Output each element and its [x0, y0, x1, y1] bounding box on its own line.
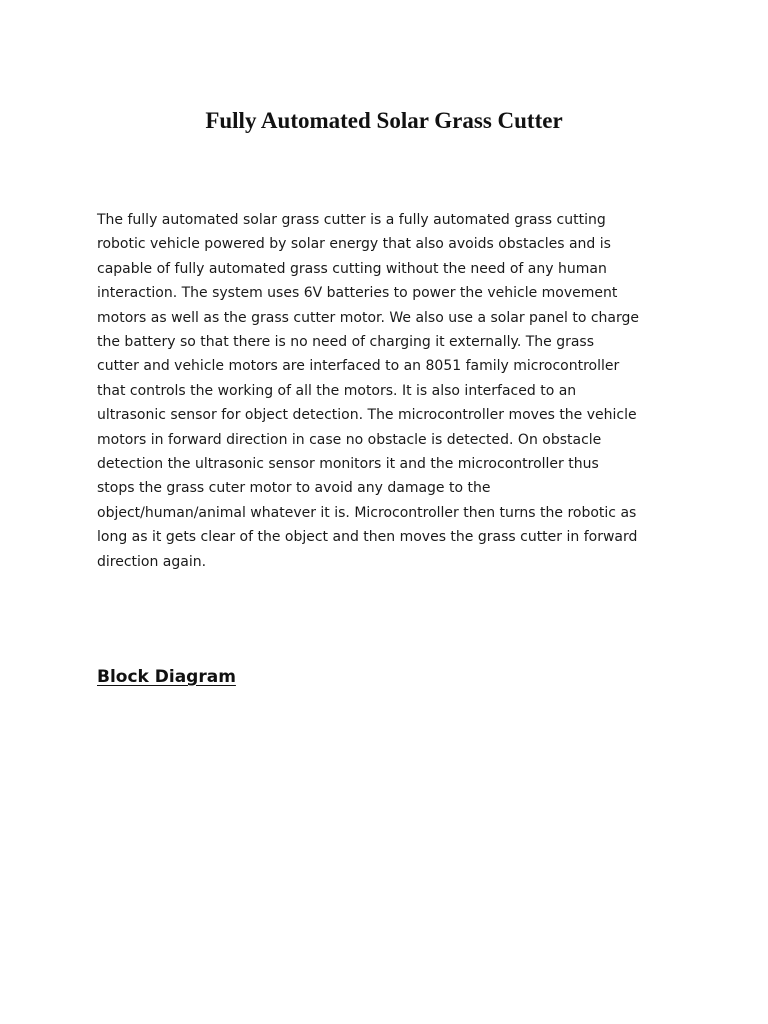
paragraph-line: motors in forward direction in case no obstacle is detected. On obstacle: [97, 431, 602, 448]
paragraph-line: motors as well as the grass cutter motor. We also use a solar panel to charge: [97, 309, 639, 326]
body-paragraph: [97, 208, 697, 574]
paragraph-line: cutter and vehicle motors are interfaced to an 8051 family microcontroller: [97, 358, 620, 375]
paragraph-line: capable of fully automated grass cutting without the need of any human: [97, 260, 607, 277]
paragraph-line: object/human/animal whatever it is. Microcontroller then turns the robotic as: [97, 504, 637, 521]
paragraph-line: ultrasonic sensor for object detection. The microcontroller moves the vehicle: [97, 407, 637, 424]
paragraph-line: the battery so that there is no need of charging it externally. The grass: [97, 334, 595, 351]
paragraph-line: detection the ultrasonic sensor monitors it and the microcontroller thus: [97, 456, 599, 473]
paragraph-line: direction again.: [97, 553, 207, 570]
paragraph-line: The fully automated solar grass cutter is a fully automated grass cutting: [97, 212, 606, 228]
document-title: Fully Automated Solar Grass Cutter: [205, 108, 563, 133]
paragraph-line: that controls the working of all the motors. It is also interfaced to an: [97, 382, 577, 399]
paragraph-line: stops the grass cuter motor to avoid any damage to the: [97, 480, 491, 497]
paragraph-line: robotic vehicle powered by solar energy that also avoids obstacles and is: [97, 236, 611, 253]
section-heading-block-diagram: Block Diagram: [97, 667, 236, 687]
paragraph-line: long as it gets clear of the object and then moves the grass cutter in forward: [97, 529, 638, 546]
paragraph-line: interaction. The system uses 6V batteries to power the vehicle movement: [97, 285, 618, 302]
